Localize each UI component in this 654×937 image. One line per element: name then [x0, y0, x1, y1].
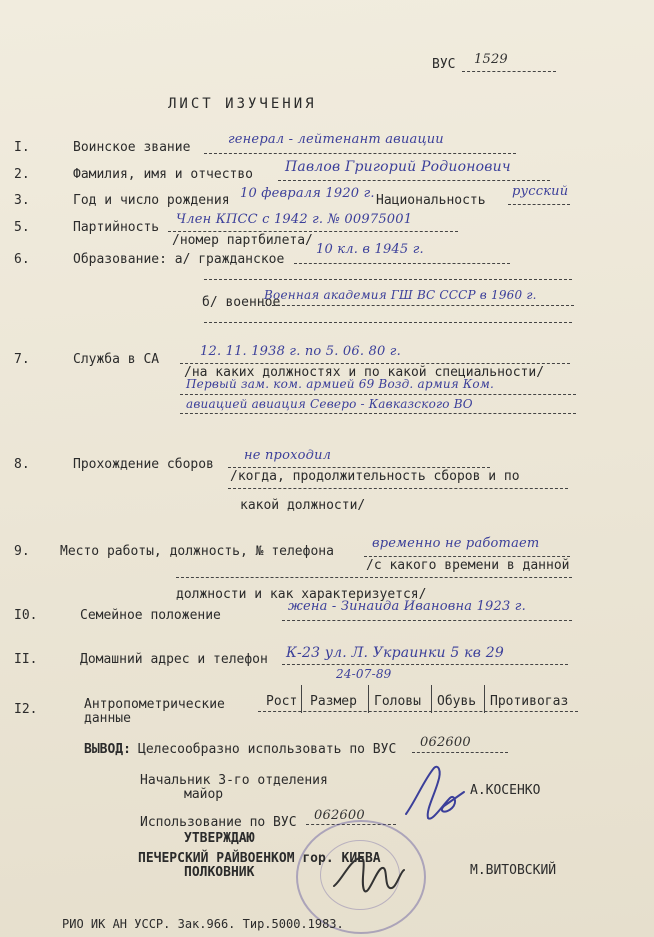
item-number: 3.	[14, 193, 30, 208]
table-divider	[301, 685, 302, 713]
party-card-hint: /номер партбилета/	[172, 233, 313, 248]
usage-label: Использование по ВУС	[140, 815, 297, 830]
field-line	[282, 664, 568, 665]
party-label: Партийность	[73, 220, 160, 235]
table-divider	[368, 685, 369, 713]
family-status-label: Семейное положение	[80, 608, 221, 623]
field-line	[176, 577, 572, 578]
home-address-label: Домашний адрес и телефон	[80, 652, 268, 667]
approver-name: М.ВИТОВСКИЙ	[470, 863, 557, 878]
workplace-hint-2: должности и как характеризуется/	[176, 587, 427, 602]
approver-signature	[330, 850, 408, 906]
civil-education-value: 10 кл. в 1945 г.	[316, 242, 424, 257]
field-line	[228, 467, 490, 468]
military-rank-value: генерал - лейтенант авиации	[228, 132, 444, 147]
birth-date-label: Год и число рождения	[73, 193, 230, 208]
item-number: I0.	[14, 608, 38, 623]
service-position-line1: Первый зам. ком. армией 69 Возд. армия Ком.	[186, 377, 495, 391]
item-number: 2.	[14, 167, 30, 182]
field-line	[282, 620, 572, 621]
workplace-hint-1: /с какого времени в данной	[366, 558, 570, 573]
anthropometric-label-2: данные	[84, 711, 131, 726]
family-status-value: жена - Зинаида Ивановна 1923 г.	[288, 599, 526, 614]
military-education-label: б/ военное	[202, 295, 281, 310]
anthropometric-label-1: Антропометрические	[84, 697, 225, 712]
field-line	[180, 413, 576, 414]
item-number: 7.	[14, 352, 30, 367]
service-position-line2: авиацией авиация Северо - Кавказского ВО	[186, 397, 473, 411]
conclusion-text: Целесообразно использовать по ВУС	[138, 742, 397, 757]
approve-heading: УТВЕРЖДАЮ	[184, 831, 255, 846]
birth-date-value: 10 февраля 1920 г.	[240, 186, 375, 201]
table-col-shoes: Обувь	[437, 694, 477, 709]
training-value: не проходил	[244, 448, 332, 463]
field-line	[180, 394, 576, 395]
service-period-value: 12. 11. 1938 г. по 5. 06. 80 г.	[200, 344, 401, 359]
table-col-gas-mask: Противогаз	[490, 694, 569, 709]
military-rank-label: Воинское звание	[73, 140, 191, 155]
chief-rank: майор	[184, 787, 224, 802]
chief-signature	[398, 762, 472, 828]
item-number: I.	[14, 140, 30, 155]
page-title: ЛИСТ ИЗУЧЕНИЯ	[168, 96, 317, 112]
item-number: 6.	[14, 252, 30, 267]
chief-name: А.КОСЕНКО	[470, 783, 541, 798]
item-number: II.	[14, 652, 38, 667]
table-col-height: Рост	[266, 694, 298, 709]
civil-education-label: Образование: а/ гражданское	[73, 252, 285, 267]
usage-vus: 062600	[314, 808, 365, 823]
item-number: I2.	[14, 702, 38, 717]
table-col-head: Головы	[374, 694, 421, 709]
nationality-value: русский	[512, 184, 569, 199]
field-line	[204, 322, 572, 323]
chief-position: Начальник 3-го отделения	[140, 773, 328, 788]
vus-number: 1529	[474, 52, 508, 67]
table-divider	[484, 685, 485, 713]
field-line	[180, 363, 570, 364]
field-line	[508, 204, 570, 205]
item-number: 9.	[14, 544, 30, 559]
field-line	[364, 556, 570, 557]
workplace-label: Место работы, должность, № телефона	[60, 544, 334, 559]
nationality-label: Национальность	[376, 193, 486, 208]
home-phone-value: 24-07-89	[336, 667, 392, 681]
table-col-size: Размер	[310, 694, 357, 709]
field-line	[262, 305, 574, 306]
approver-rank: ПОЛКОВНИК	[184, 865, 255, 880]
table-divider	[431, 685, 432, 713]
field-line	[278, 180, 550, 181]
service-hint: /на каких должностях и по какой специальности/	[184, 365, 545, 380]
field-line	[294, 263, 510, 264]
service-label: Служба в СА	[73, 352, 160, 367]
table-line	[258, 711, 578, 712]
item-number: 8.	[14, 457, 30, 472]
field-line	[228, 488, 568, 489]
party-value: Член КПСС с 1942 г. № 00975001	[176, 212, 413, 227]
vus-line	[462, 71, 556, 72]
full-name-value: Павлов Григорий Родионович	[285, 159, 511, 175]
military-education-value: Военная академия ГШ ВС СССР в 1960 г.	[264, 288, 537, 302]
full-name-label: Фамилия, имя и отчество	[73, 167, 254, 182]
workplace-value: временно не работает	[372, 536, 540, 551]
item-number: 5.	[14, 220, 30, 235]
approver-office: ПЕЧЕРСКИЙ РАЙВОЕНКОМ гор. КИЕВА	[138, 851, 381, 866]
field-line	[168, 231, 458, 232]
conclusion-vus: 062600	[420, 735, 471, 750]
print-footer: РИО ИК АН УССР. Зак.966. Тир.5000.1983.	[62, 917, 344, 931]
field-line	[204, 153, 516, 154]
training-hint-1: /когда, продолжительность сборов и по	[230, 469, 520, 484]
training-label: Прохождение сборов	[73, 457, 214, 472]
field-line	[412, 752, 508, 753]
field-line	[204, 279, 572, 280]
training-hint-2: какой должности/	[240, 498, 366, 513]
home-address-value: К-23 ул. Л. Украинки 5 кв 29	[286, 645, 504, 661]
conclusion-label: ВЫВОД:	[84, 742, 131, 757]
vus-label: ВУС	[432, 57, 456, 72]
